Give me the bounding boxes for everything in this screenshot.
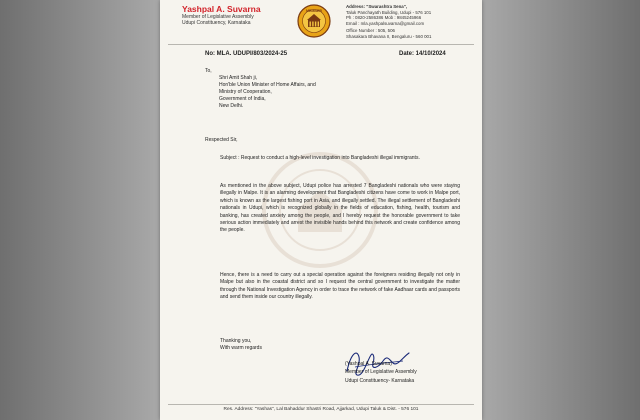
background-right <box>480 0 640 420</box>
letter-date: Date: 14/10/2024 <box>399 51 446 57</box>
letterhead-right <box>346 4 478 40</box>
closing-thanks: Thanking you, <box>220 338 252 344</box>
emblem-text: MEMBER <box>306 9 322 13</box>
recipient-name: Shri Amit Shah ji, <box>219 74 258 81</box>
address-label: Address: <box>346 4 366 9</box>
closing-block <box>220 338 262 352</box>
subject-line: Subject : Request to conduct a high-level investigation into Bangladeshi illegal immigrants. <box>220 155 420 161</box>
recipient-role-2: Ministry of Cooperation, <box>219 88 272 95</box>
assembly-emblem-icon <box>297 4 331 38</box>
body-paragraph-2: Hence, there is a need to carry out a special operation against the foreigners residing illegally not only in Malpe but also in the coastal district and so I request the central government to investigate the matter through the National Investigation Agency in order to trace the network of fake Aadhaar cards and passports and send them inside our country illegally. <box>220 272 460 301</box>
mla-name: Yashpal A. Suvarna <box>182 4 261 14</box>
recipient-city: New Delhi. <box>219 102 244 109</box>
letterhead-left <box>182 4 261 27</box>
header-divider <box>168 44 474 45</box>
address-name: "Swarashtra Sena", <box>366 4 408 9</box>
recipient-block <box>205 68 316 109</box>
background-left <box>0 0 160 420</box>
reference-number: No: MLA. UDUPI/803/2024-25 <box>205 51 288 57</box>
recipient-govt: Government of India, <box>219 95 266 102</box>
salutation: Respected Sir, <box>205 137 238 143</box>
closing-regards: With warm regards <box>220 344 262 351</box>
mla-designation: Member of Legislative Assembly <box>182 14 254 20</box>
signatory-block <box>345 360 417 385</box>
office-line-2: Shasakara Bhavana II, Bengaluru - 560 001 <box>346 33 432 39</box>
mla-constituency: Udupi Constituency, Karnataka <box>182 20 251 27</box>
signatory-designation: Member of Legislative Assembly <box>345 369 417 376</box>
phone-line: Ph : 0820-2586386 Mob : 9845245966 <box>346 15 422 21</box>
letter-page <box>160 0 482 420</box>
signatory-constituency: Udupi Constituency- Karnataka <box>345 377 415 384</box>
residence-address: Res. Address: "Yashas", Lal Bahaddur Shastri Road, Ajjarkad, Udupi Taluk & Dist. - 576 101 <box>223 407 419 412</box>
footer-divider <box>168 404 474 405</box>
recipient-role-1: Hon'ble Union Minister of Home Affairs, and <box>219 81 316 88</box>
address-line: Taluk Panchayath Building, Udupi - 576 101 <box>346 9 432 15</box>
office-line-1: Office Number : 505, 506 <box>346 28 395 34</box>
email-line: Email : mla.yashpalsuvarna@gmail.com <box>346 20 425 26</box>
signatory-name: (Yashpal A. Suvarna) <box>345 361 392 367</box>
body-paragraph-1: As mentioned in the above subject, Udupi police has arrested 7 Bangladeshi nationals who were staying illegally in Malpe. It is an alarming development that Bangladeshi citizens have come to work in Malpe port, which is known as the largest fishing port in Asia, and illegally settled. The illegal settlement of Bangladeshi nationals in Udupi, which is recognized globally in the fields of education, fishing, health, tourism and banking, has created anxiety among the people, and I hereby request the honorable government to take serious action immediately and arrest the invisible hands behind this network and create confidence among the people. <box>220 183 460 234</box>
to-label: To, <box>205 68 212 74</box>
